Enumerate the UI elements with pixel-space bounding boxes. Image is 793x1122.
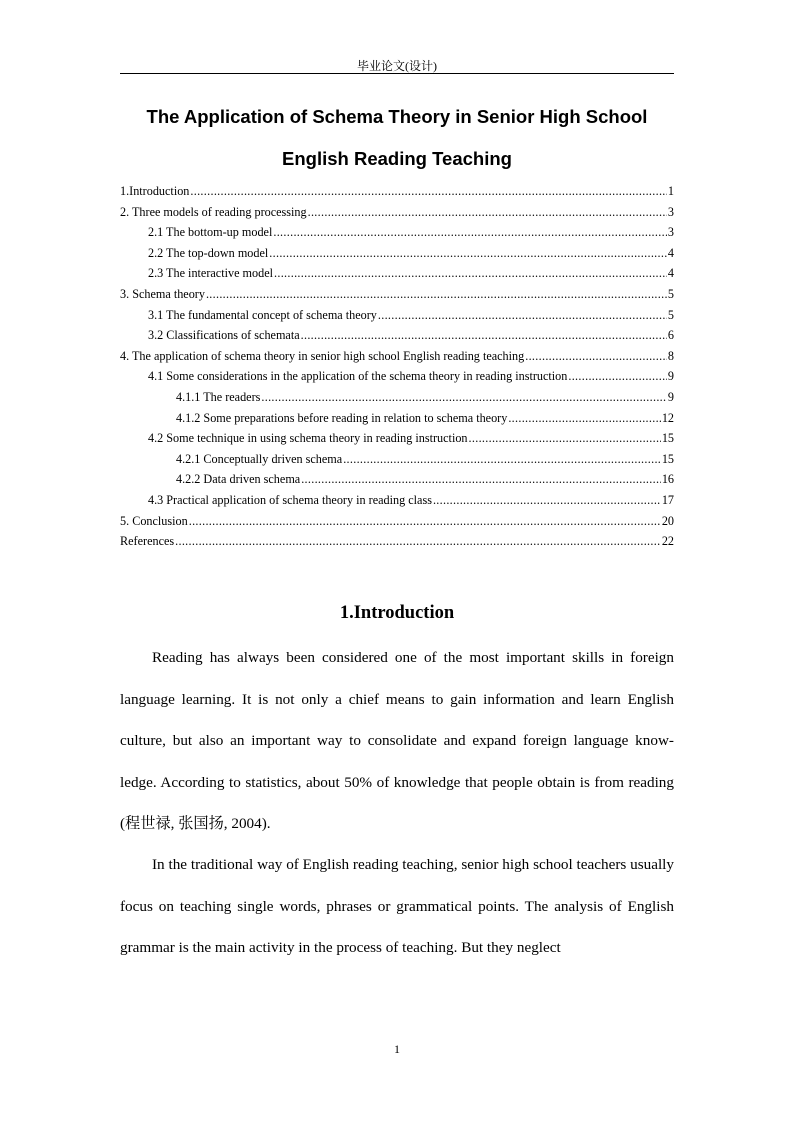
toc-leader-dots bbox=[273, 222, 667, 243]
toc-entry-page: 15 bbox=[661, 431, 674, 446]
table-of-contents bbox=[120, 181, 674, 552]
toc-leader-dots bbox=[469, 428, 661, 449]
toc-entry[interactable] bbox=[120, 408, 674, 429]
toc-entry[interactable] bbox=[120, 325, 674, 346]
toc-entry[interactable] bbox=[120, 263, 674, 284]
page-number: 1 bbox=[394, 1042, 400, 1056]
toc-entry-label: 4.2.1 Conceptually driven schema bbox=[176, 451, 343, 466]
toc-leader-dots bbox=[274, 263, 667, 284]
document-title-line-2: English Reading Teaching bbox=[282, 148, 512, 169]
toc-entry-page: 20 bbox=[661, 513, 674, 528]
toc-entry-label: 3.2 Classifications of schemata bbox=[148, 328, 300, 343]
toc-entry-label: 5. Conclusion bbox=[120, 513, 188, 528]
toc-entry-page: 3 bbox=[667, 225, 674, 240]
document-title-line-1: The Application of Schema Theory in Senior High School bbox=[146, 106, 648, 127]
toc-leader-dots bbox=[343, 449, 661, 470]
toc-leader-dots bbox=[433, 490, 661, 511]
toc-leader-dots bbox=[190, 181, 667, 202]
toc-entry-label: 3. Schema theory bbox=[120, 286, 205, 301]
toc-entry[interactable] bbox=[120, 284, 674, 305]
toc-leader-dots bbox=[508, 408, 660, 429]
body-paragraph: In the traditional way of English reading teaching, senior high school teachers usually focus on teaching single words, phrases or grammatical points. The analysis of English grammar is the main activity in the process of teaching. But they neglect bbox=[120, 856, 674, 956]
toc-leader-dots bbox=[261, 387, 667, 408]
toc-entry-page: 4 bbox=[667, 266, 674, 281]
toc-entry-page: 17 bbox=[661, 492, 674, 507]
page-header: 毕业论文(设计) bbox=[357, 59, 437, 73]
toc-entry[interactable] bbox=[120, 222, 674, 243]
toc-entry-label: 4.2.2 Data driven schema bbox=[176, 472, 301, 487]
toc-entry-label: 2.1 The bottom-up model bbox=[148, 225, 273, 240]
toc-entry-label: 4. The application of schema theory in senior high school English reading teaching bbox=[120, 348, 525, 363]
toc-entry[interactable] bbox=[120, 428, 674, 449]
section-heading: 1.Introduction bbox=[339, 603, 455, 623]
toc-entry[interactable] bbox=[120, 531, 674, 552]
toc-entry-page: 12 bbox=[661, 410, 674, 425]
toc-entry-page: 15 bbox=[661, 451, 674, 466]
toc-entry-label: 4.2 Some technique in using schema theory in reading instruction bbox=[148, 431, 468, 446]
toc-entry-page: 22 bbox=[661, 534, 674, 549]
toc-leader-dots bbox=[206, 284, 667, 305]
toc-leader-dots bbox=[525, 346, 667, 367]
toc-entry-page: 9 bbox=[667, 369, 674, 384]
toc-entry-label: 4.1.1 The readers bbox=[176, 389, 261, 404]
toc-entry[interactable] bbox=[120, 511, 674, 532]
header-divider bbox=[120, 73, 674, 74]
toc-leader-dots bbox=[189, 511, 661, 532]
toc-entry-label: 2. Three models of reading processing bbox=[120, 204, 307, 219]
toc-entry-label: 2.3 The interactive model bbox=[148, 266, 273, 281]
toc-entry-label: 1.Introduction bbox=[120, 184, 190, 198]
toc-entry-label: References bbox=[120, 534, 175, 549]
toc-leader-dots bbox=[175, 531, 661, 552]
toc-entry-page: 8 bbox=[667, 348, 674, 363]
toc-leader-dots bbox=[301, 325, 667, 346]
toc-entry-page: 9 bbox=[667, 389, 674, 404]
toc-entry-label: 4.1.2 Some preparations before reading in relation to schema theory bbox=[176, 410, 508, 425]
toc-leader-dots bbox=[568, 366, 667, 387]
toc-entry[interactable] bbox=[120, 243, 674, 264]
toc-entry-page: 16 bbox=[661, 472, 674, 487]
toc-leader-dots bbox=[269, 243, 667, 264]
toc-entry-label: 2.2 The top-down model bbox=[148, 245, 269, 260]
toc-entry[interactable] bbox=[120, 490, 674, 511]
toc-entry-label: 4.3 Practical application of schema theory in reading class bbox=[148, 492, 432, 507]
toc-entry-page: 3 bbox=[667, 204, 674, 219]
toc-entry-page: 4 bbox=[667, 245, 674, 260]
toc-entry-label: 3.1 The fundamental concept of schema theory bbox=[148, 307, 377, 322]
toc-entry-page: 5 bbox=[667, 286, 674, 301]
toc-entry-label: 4.1 Some considerations in the application of the schema theory in reading instruction bbox=[148, 369, 568, 384]
toc-entry-page: 1 bbox=[667, 184, 674, 198]
toc-entry[interactable] bbox=[120, 469, 674, 490]
toc-entry[interactable] bbox=[120, 387, 674, 408]
toc-leader-dots bbox=[378, 305, 667, 326]
toc-entry[interactable] bbox=[120, 366, 674, 387]
toc-entry[interactable] bbox=[120, 305, 674, 326]
toc-entry[interactable] bbox=[120, 202, 674, 223]
toc-entry-page: 5 bbox=[667, 307, 674, 322]
body-paragraph: Reading has always been considered one of the most important skills in foreign language learning. It is not only a chief means to gain information and learn English culture, but also an important way to consolidate and expand foreign language know-ledge. According to statistics, about 50% of knowledge that people obtain is from reading (程世禄, 张国扬, 2004). bbox=[120, 649, 674, 832]
toc-leader-dots bbox=[308, 202, 667, 223]
toc-leader-dots bbox=[301, 469, 661, 490]
toc-entry[interactable] bbox=[120, 346, 674, 367]
toc-entry-page: 6 bbox=[667, 328, 674, 343]
toc-entry[interactable] bbox=[120, 449, 674, 470]
toc-entry[interactable] bbox=[120, 181, 674, 202]
